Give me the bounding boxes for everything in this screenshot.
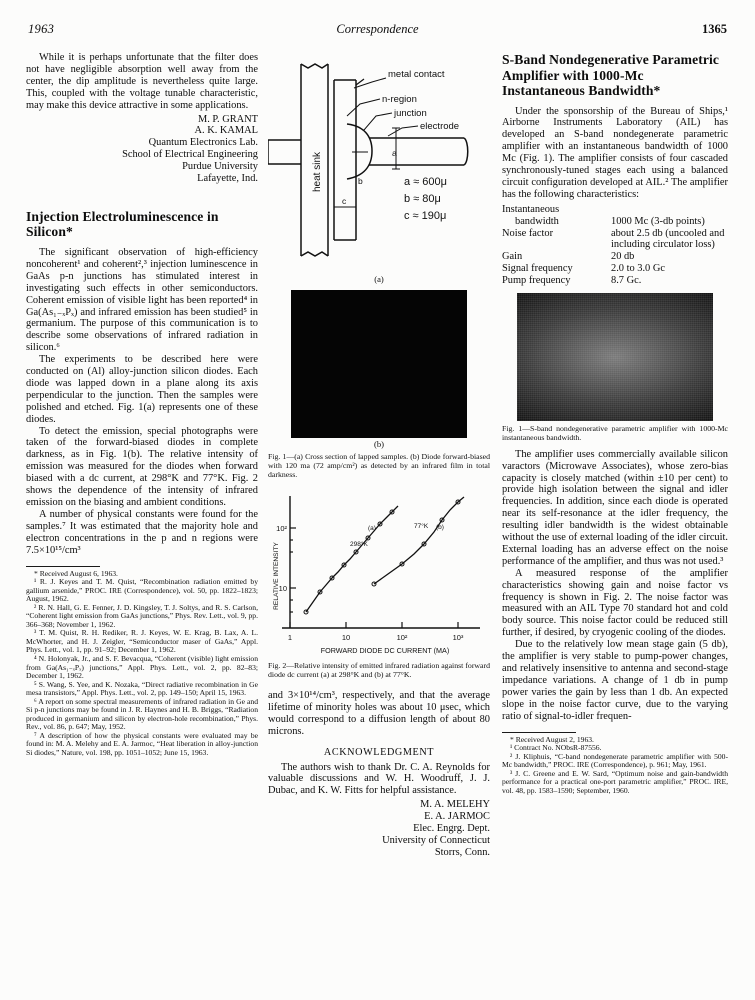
- spec-key: Gain: [502, 251, 523, 263]
- column-two: [268, 52, 490, 859]
- column-three: [502, 52, 728, 795]
- series-b-temp: 77°K: [414, 523, 429, 531]
- figure-2-xticklabels: [288, 633, 464, 642]
- article-title-injection-electroluminescence: Injection Electroluminescence in Silicon*: [26, 208, 219, 240]
- page-number: 1365: [702, 22, 727, 36]
- spec-value: 8.7 Gc.: [611, 275, 642, 287]
- series-a-298k: [304, 506, 398, 614]
- paragraph-body: The amplifier uses commercially available silicon varactors (Microwave Associates), whose zero-bias capacity is closely matched (within ±10 per cent) to provide high isolation between the signal and idler frequencies. In addition, since each diode is operated near its self-resonance at the idler frequency, the resulting idler bandwidth is the widest obtainable without the use of external loading of the idler circuit. External loading has an adverse effect on the noise performance of the amplifier, and thus was not used.³: [502, 448, 728, 567]
- spec-key: Instantaneous: [502, 203, 560, 215]
- section-spacer: [26, 185, 258, 209]
- figure-2-caption: Fig. 2—Relative intensity of emitted infrared radiation against forward diode dc current (a) at 298°K and (b) at 77°K.: [268, 661, 490, 680]
- xtick-label: 10: [341, 633, 351, 643]
- footnote-rule: [26, 566, 100, 567]
- signature-line: Purdue University: [182, 161, 258, 173]
- running-head: [0, 22, 755, 38]
- photograph-grain-overlay: [517, 293, 713, 421]
- footnote: * Received August 6, 1963.: [34, 568, 118, 578]
- xtick-label: 10³: [452, 633, 464, 643]
- footnote: ⁷ A description of how the physical constants were evaluated may be found in: M. A. Melehy and E. A. Jarmoc, “Heat liberation in alloy-junction Si diodes,” Nature, vol. 198, pp. 1051–1052; June 15, 1963.: [26, 730, 258, 758]
- page-year: 1963: [28, 22, 55, 36]
- signature-line: A. K. KAMAL: [194, 125, 258, 137]
- paragraph-body: A number of physical constants were found for the samples.⁷ It was estimated that the majority hole and electron concentrations in the p and n regions were 7.5×10¹⁵/cm³: [26, 508, 258, 556]
- x-ticks: [290, 622, 458, 628]
- figure-1-amplifier-caption: Fig. 1—S-band nondegenerative parametric amplifier with 1000-Mc instantaneous bandwidth.: [502, 424, 728, 442]
- figure-1a-panel-label: (a): [374, 274, 384, 284]
- label-dim-b: b ≈ 80μ: [404, 193, 441, 205]
- figure-1a-diagram: [268, 52, 490, 270]
- footnote: ¹ Contract No. NObsR-87556.: [510, 743, 602, 753]
- series-a-temp: 298°K: [350, 541, 368, 549]
- xtick-label: 10²: [396, 633, 408, 643]
- spec-value: 1000 Mc (3-db points): [611, 215, 705, 227]
- series-a-name: (a): [368, 525, 376, 533]
- y-ticks: [290, 528, 296, 612]
- label-dim-c: c ≈ 190μ: [404, 210, 447, 222]
- spec-value: 20 db: [611, 251, 635, 263]
- figure-1b-panel-label: (b): [373, 439, 385, 449]
- footnote: ⁴ N. Holonyak, Jr., and S. F. Bevacqua, “Coherent (visible) light emission from Ga(As₁₋ₓPₓ) junctions,” Appl. Phys. Lett., vol. 2, pp. 82–83; December 1, 1962.: [26, 654, 258, 681]
- table-row: [502, 216, 728, 228]
- footnote: ¹ R. J. Keyes and T. M. Quist, “Recombination radiation emitted by gallium arsenide,” PROC. IRE (Correspondence), vol. 50, pp. 1822–1823; August, 1962.: [26, 577, 258, 604]
- figure-2-xlabel: FORWARD DIODE DC CURRENT (MA): [320, 646, 450, 656]
- signature-line: E. A. JARMOC: [424, 811, 490, 823]
- label-n-region: n-region: [382, 94, 417, 105]
- ytick-label: 10²: [276, 524, 287, 534]
- series-b-77k: [372, 497, 464, 586]
- figure-1b-photograph: [291, 290, 467, 438]
- signature-line: School of Electrical Engineering: [122, 149, 258, 161]
- spec-key: bandwidth: [515, 215, 559, 227]
- paragraph-body: The significant observation of high-efficiency noncoherent¹ and coherent²,³ injection luminescence in GaAs p-n junctions has stimulated interest in investigating such effects in other semiconductors. Coherent emission of visible light has been reported⁴ in Ga(As₁₋ₓPₓ) and infrared emission has been studied⁵ in germanium. The purpose of this communication is to describe some observations of infrared radiation in silicon.⁶: [26, 246, 258, 354]
- label-dim-letter-a: a: [392, 148, 397, 158]
- figure-1a-svg: [268, 52, 490, 270]
- paragraph-body: Due to the relatively low mean stage gain (5 db), the amplifier is very stable to pump-power changes, and relatively insensitive to antenna and second-stage impedance variations. A change of 1 db in pump power varies the gain by less than 1 db. An expected slope in the noise factor curve, due to the varying ratio of signal-to-idler frequen-: [502, 639, 728, 722]
- signature-line: Storrs, Conn.: [434, 846, 490, 858]
- footnote: ³ J. C. Greene and E. W. Sard, “Optimum noise and gain-bandwidth performance for a practical one-port parametric amplifier,” PROC. IRE, vol. 48, pp. 1583–1590; September, 1960.: [502, 768, 728, 795]
- footnote: ⁶ A report on some spectral measurements of infrared radiation in Ge and Si p-n junctions may be found in J. R. Haynes and H. B. Briggs, “Radiation produced in germanium and silicon by electron-hole recombination,” Phys. Rev., vol. 86, p. 647; May, 1952.: [26, 696, 258, 732]
- signature-line: M. P. GRANT: [197, 113, 258, 125]
- label-electrode: electrode: [420, 121, 460, 132]
- specifications-table: [502, 204, 728, 287]
- spec-key: Noise factor: [502, 227, 554, 239]
- figure-2-annotations: [350, 522, 444, 548]
- figure-2-ylabel: RELATIVE INTENSITY: [273, 542, 280, 611]
- acknowledgment-heading: ACKNOWLEDGMENT: [323, 746, 435, 758]
- figure-2-svg: [268, 488, 490, 658]
- figure-1-caption: Fig. 1—(a) Cross section of lapped samples. (b) Diode forward-biased with 120 ma (72 amp/cm²) as detected by an infrared film in total darkness.: [268, 452, 490, 479]
- figure-1-amplifier-photograph: [517, 293, 713, 421]
- paragraph-intro: Under the sponsorship of the Bureau of Ships,¹ Airborne Instruments Laboratory (AIL) has developed an S-band nondegenerate parametric amplifier with an instantaneous bandwidth of 1000 Mc (Fig. 1). The amplifier consists of four cascaded synchronously-tuned stages each using a balanced circuit configuration developed at AIL.² The amplifier has the following characteristics:: [502, 105, 728, 200]
- spec-key: Signal frequency: [502, 263, 573, 275]
- paragraph-body: To detect the emission, special photographs were taken of the forward-biased diodes in complete darkness, as in Fig. 1(b). The relative intensity of emission was measured for the diodes when forward biased with a dc current, at 298°K and 77°K. Fig. 2 shows the dependence of the intensity of infrared emission on the biasing and ambient conditions.: [26, 425, 258, 508]
- table-row: [502, 251, 728, 263]
- label-dim-letter-b: b: [358, 176, 363, 186]
- series-b-name: (b): [436, 524, 444, 532]
- spacer: [268, 680, 490, 690]
- signature-block-two: [268, 799, 490, 859]
- table-row: [502, 228, 728, 252]
- label-junction: junction: [394, 108, 427, 119]
- column-one: [26, 52, 258, 758]
- footnote: ² R. N. Hall, G. E. Fenner, J. D. Kingsley, T. J. Soltys, and R. S. Carlson, “Coherent light emission from GaAs junctions,” Phys. Rev. Lett., vol. 9, pp. 366–368; November 1, 1962.: [26, 602, 258, 629]
- table-row: [502, 263, 728, 275]
- spec-value: 2.0 to 3.0 Gc: [611, 263, 665, 275]
- signature-line: Quantum Electronics Lab.: [148, 137, 258, 149]
- paragraph-body-continued: and 3×10¹⁴/cm³, respectively, and that the average lifetime of minority holes was about 10 μsec, which would correspond to a diffusion length of about 80 microns.: [268, 689, 490, 737]
- paragraph-body: The experiments to be described here were conducted on (Al) alloy-junction silicon diodes. Each diode was lapped down in a plane along its axis perpendicular to the junction. Then the samples were polished and etched. Fig. 1(a) represents one of these diodes.: [26, 354, 258, 425]
- footnote: * Received August 2, 1963.: [510, 734, 594, 744]
- figure-2-chart: [268, 488, 490, 658]
- signature-block-one: [26, 114, 258, 185]
- spec-value-empty: [611, 204, 728, 216]
- footnote: ² J. Kliphuis, “C-band nondegenerate parametric amplifier with 500-Mc bandwidth,” PROC. IRE (Correspondence), p. 961; May, 1961.: [502, 751, 728, 770]
- figure-1b-photo-wrap: [268, 290, 490, 449]
- table-row: [502, 204, 728, 216]
- footnote: ³ T. M. Quist, R. H. Rediker, R. J. Keyes, W. E. Krag, B. Lax, A. L. McWhorter, and H. J. Zeigler, “Semiconductor maser of GaAs,” Appl. Phys. Lett., vol. 1, pp. 91–92; December 1, 1962.: [26, 628, 258, 655]
- signature-line: University of Connecticut: [382, 834, 490, 846]
- label-metal-contact: metal contact: [388, 69, 445, 80]
- signature-line: M. A. MELEHY: [420, 799, 490, 811]
- paragraph-acknowledgment: The authors wish to thank Dr. C. A. Reynolds for valuable discussions and W. H. Woodruff, J. J. Dubac, and K. W. Fitts for helpful assistance.: [268, 761, 490, 797]
- footnote: ⁵ S. Wang, S. Yee, and K. Nozaka, “Direct radiative recombination in Ge mesa transistors,” Appl. Phys. Lett., vol. 2, pp. 149–150; April 15, 1963.: [26, 679, 258, 698]
- paragraph-filter-conclusion: While it is perhaps unfortunate that the filter does not have negligible absorption well away from the center, the dip amplitude is nevertheless quite large. This, coupled with the voltage tunable characteristic, may make this device attractive in some applications.: [26, 52, 258, 111]
- spec-key: Pump frequency: [502, 275, 571, 287]
- signature-line: Lafayette, Ind.: [197, 173, 258, 185]
- label-dim-letter-c: c: [342, 196, 347, 206]
- signature-line: Elec. Engrg. Dept.: [413, 823, 490, 835]
- table-row: [502, 275, 728, 287]
- footnote-rule: [502, 732, 576, 733]
- ytick-label: 10: [278, 584, 287, 594]
- page-section-title: Correspondence: [336, 22, 419, 36]
- label-dim-a: a ≈ 600μ: [404, 176, 447, 188]
- spec-value: about 2.5 db (uncooled and including circulator loss): [611, 227, 725, 251]
- article-title-s-band-amplifier: S-Band Nondegenerative Parametric Amplifier with 1000-Mc Instantaneous Bandwidth*: [502, 52, 719, 98]
- paragraph-body: A measured response of the amplifier characteristics showing gain and noise factor vs frequency is shown in Fig. 2. The noise factor was measured with an AIL Type 70 standard hot and cold body source. This noise factor could be reduced still further, if desired, by cryogenic cooling of the diodes.: [502, 567, 728, 639]
- label-heat-sink: heat sink: [312, 151, 323, 192]
- xtick-label: 1: [287, 633, 293, 643]
